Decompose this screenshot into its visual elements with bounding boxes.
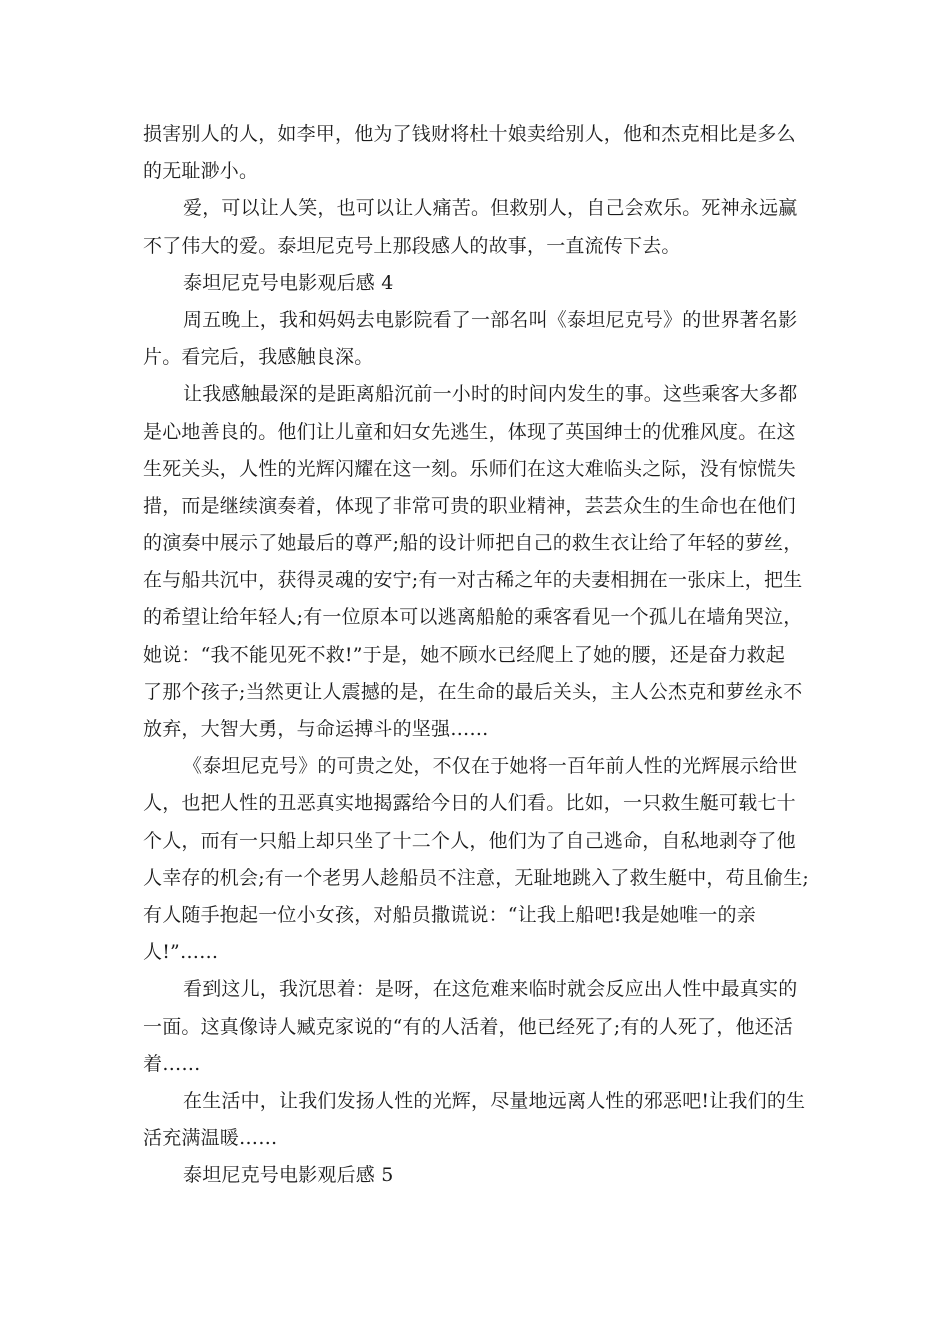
text-line: 人!”…… (143, 941, 219, 964)
text-line: 生死关头，人性的光辉闪耀在这一刻。乐师们在这大难临头之际，没有惊慌失 (143, 457, 796, 480)
section-heading: 泰坦尼克号电影观后感 5 (183, 1164, 394, 1187)
text-line: 活充满温暖…… (143, 1127, 278, 1150)
section-heading: 泰坦尼克号电影观后感 4 (183, 271, 394, 294)
text-line: 着…… (143, 1052, 201, 1075)
text-line: 不了伟大的爱。泰坦尼克号上那段感人的故事，一直流传下去。 (143, 234, 681, 257)
text-line: 的无耻渺小。 (143, 160, 259, 183)
text-line: 一面。这真像诗人臧克家说的“有的人活着，他已经死了;有的人死了，他还活 (143, 1015, 794, 1038)
text-line: 在生活中，让我们发扬人性的光辉，尽量地远离人性的邪恶吧!让我们的生 (183, 1089, 806, 1112)
text-line: 人幸存的机会;有一个老男人趁船员不注意，无耻地跳入了救生艇中，苟且偷生; (143, 866, 810, 889)
text-line: 措，而是继续演奏着，体现了非常可贵的职业精神，芸芸众生的生命也在他们 (143, 494, 796, 517)
text-line: 个人，而有一只船上却只坐了十二个人，他们为了自己逃命，自私地剥夺了他 (143, 829, 796, 852)
text-line: 在与船共沉中，获得灵魂的安宁;有一对古稀之年的夫妻相拥在一张床上，把生 (143, 569, 803, 592)
text-line: 周五晚上，我和妈妈去电影院看了一部名叫《泰坦尼克号》的世界著名影 (183, 308, 798, 331)
text-line: 人，也把人性的丑恶真实地揭露给今日的人们看。比如，一只救生艇可载七十 (143, 792, 796, 815)
text-line: 损害别人的人，如李甲，他为了钱财将杜十娘卖给别人，他和杰克相比是多么 (143, 123, 796, 145)
text-line: 片。看完后，我感触良深。 (143, 346, 374, 369)
text-line: 看到这儿，我沉思着：是呀，在这危难来临时就会反应出人性中最真实的 (183, 978, 798, 1001)
document-body (143, 116, 815, 1194)
text-line: 的希望让给年轻人;有一位原本可以逃离船舱的乘客看见一个孤儿在墙角哭泣， (143, 606, 803, 629)
text-line: 爱，可以让人笑，也可以让人痛苦。但救别人，自己会欢乐。死神永远赢 (183, 197, 798, 220)
text-line: 让我感触最深的是距离船沉前一小时的时间内发生的事。这些乘客大多都 (183, 383, 798, 406)
text-line: 了那个孩子;当然更让人震撼的是，在生命的最后关头，主人公杰克和萝丝永不 (143, 680, 803, 703)
text-line: 的演奏中展示了她最后的尊严;船的设计师把自己的救生衣让给了年轻的萝丝， (143, 532, 803, 555)
text-line: 《泰坦尼克号》的可贵之处，不仅在于她将一百年前人性的光辉展示给世 (183, 755, 798, 778)
text-line: 她说：“我不能见死不救!”于是，她不顾水已经爬上了她的腰，还是奋力救起 (143, 643, 786, 666)
text-line: 放弃，大智大勇，与命运搏斗的坚强…… (143, 718, 489, 740)
text-line: 有人随手抱起一位小女孩，对船员撒谎说：“让我上船吧!我是她唯一的亲 (143, 903, 756, 926)
text-line: 是心地善良的。他们让儿童和妇女先逃生，体现了英国绅士的优雅风度。在这 (143, 420, 796, 443)
